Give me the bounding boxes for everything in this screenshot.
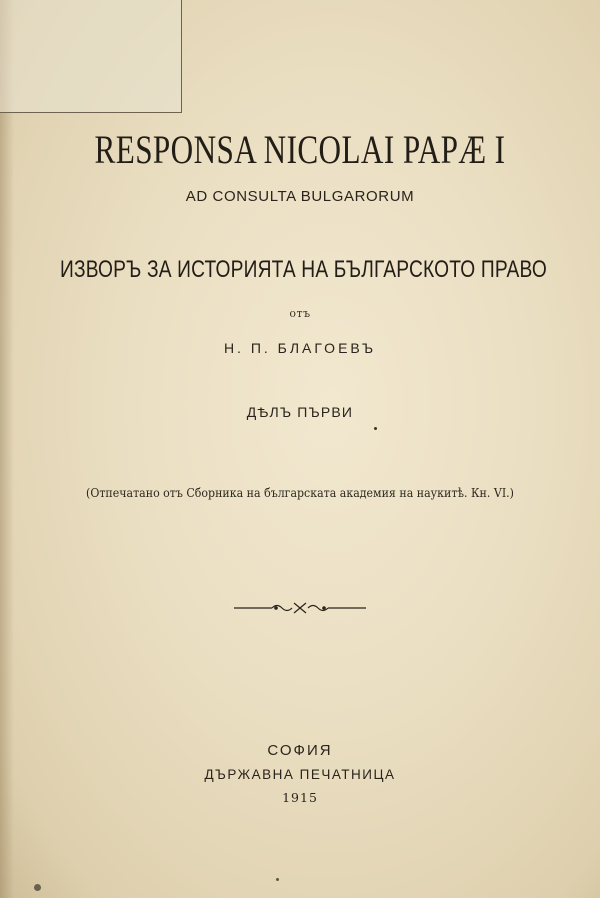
author-name: Н. П. БЛАГОЕВЪ	[223, 340, 377, 356]
part-label: ДѢЛЪ ПЪРВИ	[246, 404, 354, 420]
paper-speck	[374, 427, 377, 430]
imprint-year: 1915	[282, 790, 318, 805]
library-stamp-box	[0, 0, 182, 113]
imprint-city: СОФИЯ	[267, 742, 333, 759]
latin-subtitle: AD CONSULTA BULGARORUM	[185, 188, 415, 205]
book-title: RESPONSA NICOLAI PAPÆ I	[94, 127, 506, 172]
decorative-rule-icon	[232, 600, 368, 616]
paper-speck	[34, 884, 41, 891]
imprint-publisher: ДЪРЖАВНА ПЕЧАТНИЦА	[204, 767, 396, 782]
bulgarian-subtitle: ИЗВОРЪ ЗА ИСТОРИЯТА НА БЪЛГАРСКОТО ПРАВО	[60, 256, 547, 283]
paper-speck	[276, 878, 279, 881]
reprint-note: (Отпечатано отъ Сборника на българската академия на наукитѣ. Кн. VI.)	[86, 485, 514, 500]
by-label: отъ	[289, 307, 311, 320]
